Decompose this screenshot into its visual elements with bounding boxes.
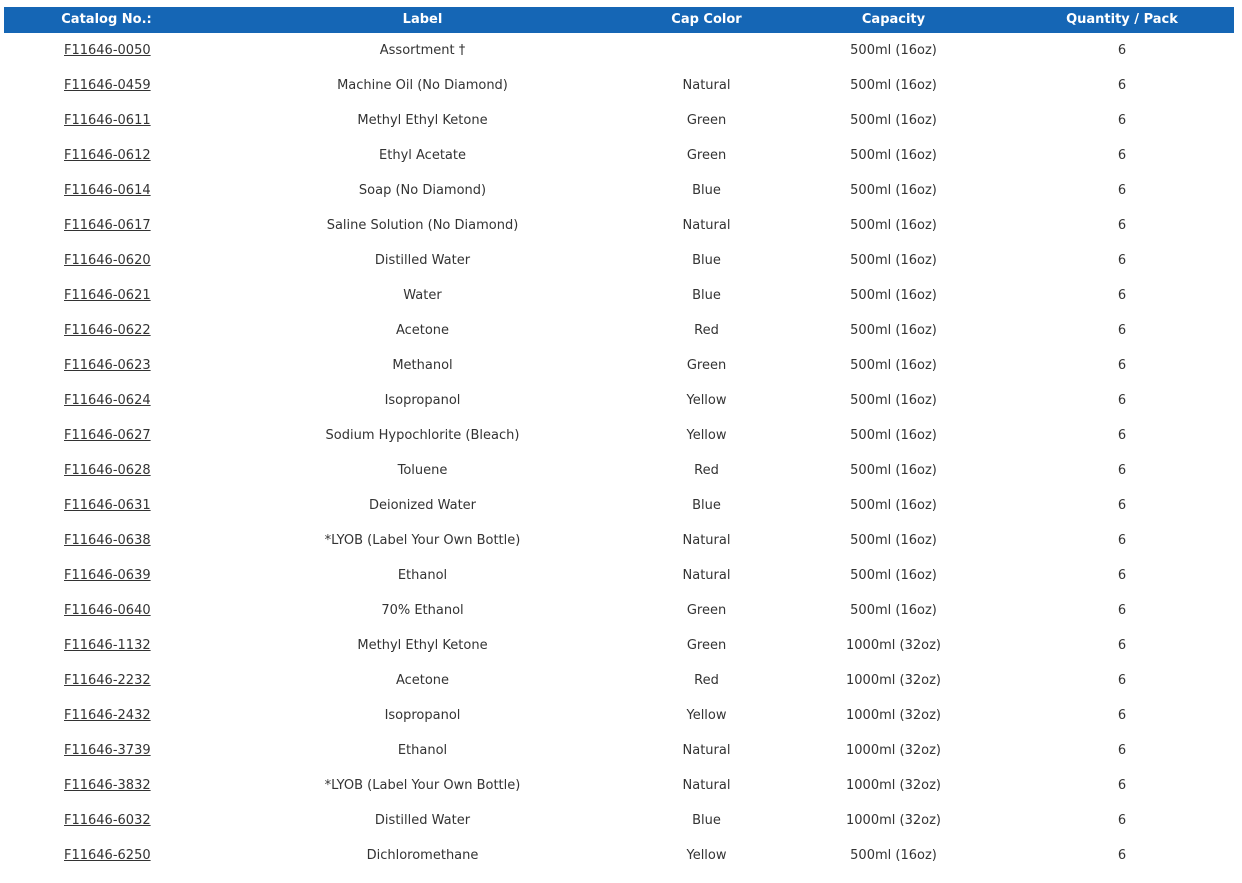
catalog-number-link[interactable]: F11646-3832 [64,778,151,793]
catalog-number-link[interactable]: F11646-0621 [64,288,151,303]
label-cell: Isopropanol [384,393,461,408]
catalog-cell [4,768,209,803]
column-header-catalog[interactable]: Catalog No.: [61,12,152,27]
catalog-number-link[interactable]: F11646-0640 [64,603,151,618]
label-cell: Ethyl Acetate [379,148,466,163]
column-header-label[interactable]: Label [402,12,443,27]
label-cell: Toluene [397,463,448,478]
table-row [4,33,1234,68]
table-row [4,628,1234,663]
capacity-cell: 500ml (16oz) [850,533,937,548]
catalog-number-link[interactable]: F11646-0050 [64,43,151,58]
capacity-cell: 500ml (16oz) [850,218,937,233]
label-cell: Acetone [395,323,450,338]
cap-color-cell: Blue [692,288,721,303]
catalog-cell [4,208,209,243]
table-row [4,103,1234,138]
table-row [4,733,1234,768]
capacity-cell: 1000ml (32oz) [846,778,941,793]
catalog-cell [4,558,209,593]
label-cell: Methanol [392,358,453,373]
quantity-pack-cell: 6 [1117,848,1127,863]
catalog-cell [4,348,209,383]
catalog-cell [4,243,209,278]
label-cell: 70% Ethanol [381,603,464,618]
table-row [4,418,1234,453]
quantity-pack-cell: 6 [1117,78,1127,93]
cap-color-cell: Green [686,603,727,618]
label-cell: Dichloromethane [366,848,479,863]
catalog-number-link[interactable]: F11646-6032 [64,813,151,828]
catalog-number-link[interactable]: F11646-2232 [64,673,151,688]
label-cell: Sodium Hypochlorite (Bleach) [325,428,520,443]
product-table [4,7,1234,873]
label-cell: Methyl Ethyl Ketone [357,638,488,653]
cap-color-cell: Natural [682,533,731,548]
cap-color-cell: Green [686,358,727,373]
cap-color-cell: Red [694,673,719,688]
capacity-cell: 500ml (16oz) [850,43,937,58]
quantity-pack-cell: 6 [1117,358,1127,373]
catalog-number-link[interactable]: F11646-0628 [64,463,151,478]
table-row [4,768,1234,803]
quantity-pack-cell: 6 [1117,778,1127,793]
capacity-cell: 500ml (16oz) [850,393,937,408]
catalog-cell [4,138,209,173]
table-row [4,803,1234,838]
cap-color-cell: Blue [692,813,721,828]
table-row [4,138,1234,173]
cap-color-cell: Blue [692,183,721,198]
catalog-number-link[interactable]: F11646-0612 [64,148,151,163]
catalog-number-link[interactable]: F11646-0623 [64,358,151,373]
capacity-cell: 500ml (16oz) [850,498,937,513]
label-cell: Methyl Ethyl Ketone [357,113,488,128]
column-header-quantity-pack[interactable]: Quantity / Pack [1066,12,1178,27]
label-cell: *LYOB (Label Your Own Bottle) [324,533,521,548]
table-row [4,663,1234,698]
capacity-cell: 500ml (16oz) [850,358,937,373]
catalog-cell [4,383,209,418]
table-row [4,838,1234,873]
cap-color-cell: Natural [682,218,731,233]
table-body [4,33,1234,873]
label-cell: Distilled Water [374,253,471,268]
catalog-cell [4,173,209,208]
label-cell: Deionized Water [368,498,477,513]
catalog-number-link[interactable]: F11646-1132 [64,638,151,653]
column-header-cap-color[interactable]: Cap Color [671,12,742,27]
catalog-number-link[interactable]: F11646-0638 [64,533,151,548]
quantity-pack-cell: 6 [1117,148,1127,163]
cap-color-cell: Natural [682,568,731,583]
cap-color-cell: Yellow [686,393,727,408]
capacity-cell: 500ml (16oz) [850,323,937,338]
label-cell: *LYOB (Label Your Own Bottle) [324,778,521,793]
catalog-number-link[interactable]: F11646-0620 [64,253,151,268]
catalog-cell [4,733,209,768]
cap-color-cell: Yellow [686,428,727,443]
quantity-pack-cell: 6 [1117,253,1127,268]
table-row [4,243,1234,278]
capacity-cell: 500ml (16oz) [850,288,937,303]
catalog-number-link[interactable]: F11646-6250 [64,848,151,863]
table-row [4,698,1234,733]
table-header-row [4,7,1234,33]
quantity-pack-cell: 6 [1117,603,1127,618]
capacity-cell: 1000ml (32oz) [846,708,941,723]
capacity-cell: 500ml (16oz) [850,253,937,268]
table-row [4,383,1234,418]
table-row [4,453,1234,488]
capacity-cell: 500ml (16oz) [850,428,937,443]
product-table-container [4,7,1234,873]
catalog-number-link[interactable]: F11646-0617 [64,218,151,233]
cap-color-cell: Red [694,463,719,478]
table-row [4,68,1234,103]
catalog-number-link[interactable]: F11646-0631 [64,498,151,513]
capacity-cell: 1000ml (32oz) [846,638,941,653]
catalog-number-link[interactable]: F11646-2432 [64,708,151,723]
capacity-cell: 500ml (16oz) [850,568,937,583]
capacity-cell: 500ml (16oz) [850,183,937,198]
catalog-cell [4,453,209,488]
catalog-cell [4,593,209,628]
catalog-number-link[interactable]: F11646-0639 [64,568,151,583]
table-row [4,208,1234,243]
catalog-number-link[interactable]: F11646-0627 [64,428,151,443]
quantity-pack-cell: 6 [1117,813,1127,828]
cap-color-cell: Yellow [686,848,727,863]
capacity-cell: 1000ml (32oz) [846,813,941,828]
quantity-pack-cell: 6 [1117,288,1127,303]
catalog-cell [4,68,209,103]
cap-color-cell: Natural [682,78,731,93]
label-cell: Ethanol [397,743,448,758]
quantity-pack-cell: 6 [1117,113,1127,128]
catalog-cell [4,313,209,348]
catalog-number-link[interactable]: F11646-0622 [64,323,151,338]
cap-color-cell: Yellow [686,708,727,723]
quantity-pack-cell: 6 [1117,393,1127,408]
catalog-number-link[interactable]: F11646-0459 [64,78,151,93]
capacity-cell: 500ml (16oz) [850,463,937,478]
cap-color-cell: Natural [682,778,731,793]
capacity-cell: 500ml (16oz) [850,78,937,93]
catalog-cell [4,278,209,313]
cap-color-cell: Green [686,113,727,128]
label-cell: Soap (No Diamond) [358,183,487,198]
cap-color-cell [636,33,777,68]
cap-color-cell: Blue [692,253,721,268]
table-row [4,278,1234,313]
catalog-cell [4,418,209,453]
table-row [4,173,1234,208]
catalog-cell [4,698,209,733]
label-cell: Distilled Water [374,813,471,828]
capacity-cell: 500ml (16oz) [850,148,937,163]
table-row [4,488,1234,523]
label-cell: Isopropanol [384,708,461,723]
catalog-cell [4,663,209,698]
table-header [4,7,1234,33]
quantity-pack-cell: 6 [1117,218,1127,233]
quantity-pack-cell: 6 [1117,498,1127,513]
column-header-capacity[interactable]: Capacity [861,12,926,27]
catalog-cell [4,628,209,663]
capacity-cell: 1000ml (32oz) [846,743,941,758]
table-row [4,523,1234,558]
capacity-cell: 500ml (16oz) [850,113,937,128]
catalog-cell [4,803,209,838]
capacity-cell: 500ml (16oz) [850,603,937,618]
quantity-pack-cell: 6 [1117,638,1127,653]
quantity-pack-cell: 6 [1117,43,1127,58]
cap-color-cell: Blue [692,498,721,513]
label-cell: Assortment † [379,43,466,58]
catalog-cell [4,838,209,873]
table-row [4,348,1234,383]
catalog-cell [4,488,209,523]
catalog-number-link[interactable]: F11646-0624 [64,393,151,408]
catalog-number-link[interactable]: F11646-0611 [64,113,151,128]
catalog-cell [4,33,209,68]
table-row [4,593,1234,628]
cap-color-cell: Red [694,323,719,338]
label-cell: Machine Oil (No Diamond) [337,78,508,93]
label-cell: Acetone [395,673,450,688]
table-row [4,558,1234,593]
catalog-cell [4,103,209,138]
cap-color-cell: Green [686,148,727,163]
quantity-pack-cell: 6 [1117,428,1127,443]
quantity-pack-cell: 6 [1117,743,1127,758]
quantity-pack-cell: 6 [1117,568,1127,583]
label-cell: Ethanol [397,568,448,583]
catalog-cell [4,523,209,558]
label-cell: Saline Solution (No Diamond) [326,218,519,233]
quantity-pack-cell: 6 [1117,673,1127,688]
table-row [4,313,1234,348]
cap-color-cell: Green [686,638,727,653]
cap-color-cell: Natural [682,743,731,758]
quantity-pack-cell: 6 [1117,463,1127,478]
catalog-number-link[interactable]: F11646-0614 [64,183,151,198]
quantity-pack-cell: 6 [1117,323,1127,338]
capacity-cell: 500ml (16oz) [850,848,937,863]
quantity-pack-cell: 6 [1117,708,1127,723]
capacity-cell: 1000ml (32oz) [846,673,941,688]
label-cell: Water [403,288,442,303]
quantity-pack-cell: 6 [1117,533,1127,548]
catalog-number-link[interactable]: F11646-3739 [64,743,151,758]
quantity-pack-cell: 6 [1117,183,1127,198]
